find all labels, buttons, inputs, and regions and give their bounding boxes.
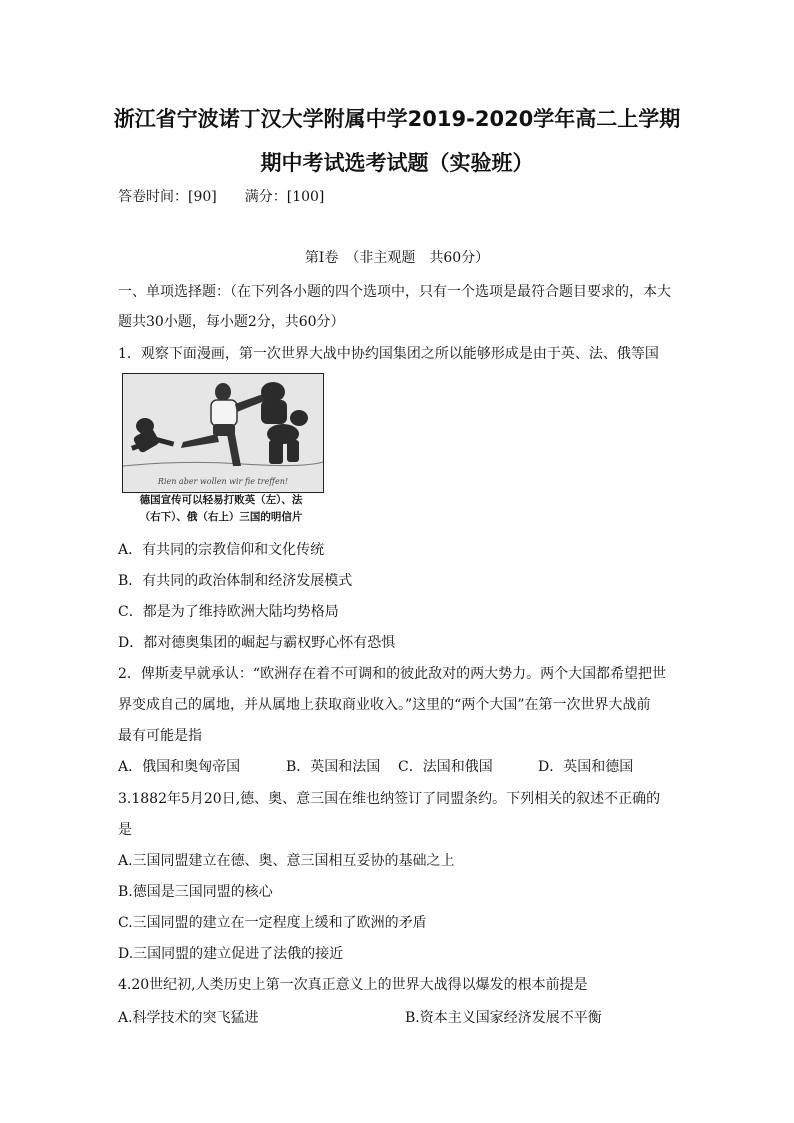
question-1-option-c: C．都是为了维持欧洲大陆均势格局 (118, 604, 339, 620)
question-3-option-c: C.三国同盟的建立在一定程度上缓和了欧洲的矛盾 (118, 915, 427, 931)
question-1-option-b: B．有共同的政治体制和经济发展模式 (118, 573, 353, 589)
cartoon-postcard-image (122, 373, 324, 493)
question-4-options (118, 1008, 688, 1028)
question-4-stem: 4.20世纪初,人类历史上第一次真正意义上的世界大战得以爆发的根本前提是 (118, 977, 588, 993)
instructions-line-1: 一、单项选择题：（在下列各小题的四个选项中，只有一个选项是最符合题目要求的，本大 (118, 284, 671, 300)
cartoon-caption-line-2: （右下）、俄（右上）三国的明信片 (139, 511, 303, 523)
cartoon-illustration (123, 374, 323, 492)
question-1-option-a: A．有共同的宗教信仰和文化传统 (118, 542, 325, 558)
question-4-option-a: A.科学技术的突飞猛进 (118, 1010, 259, 1026)
question-2-option-a: A．俄国和奥匈帝国 (118, 759, 241, 775)
question-2-option-d: D．英国和德国 (538, 759, 634, 775)
question-2-options (118, 757, 688, 777)
question-4-option-b: B.资本主义国家经济发展不平衡 (405, 1010, 602, 1026)
question-3-stem-line-1: 3.1882年5月20日,德、奥、意三国在维也纳签订了同盟条约。下列相关的叙述不正确的 (118, 791, 661, 807)
question-2-stem-line-3: 最有可能是指 (118, 728, 202, 744)
instructions-line-2: 题共30小题，每小题2分，共60分） (118, 314, 345, 330)
cartoon-caption-line-1: 德国宣传可以轻易打败英（左）、法 (139, 494, 303, 506)
question-2-stem-line-2: 界变成自己的属地，并从属地上获取商业收入。”这里的“两个大国”在第一次世界大战前 (118, 697, 651, 713)
section-title: 第Ⅰ卷 （非主观题 共60分） (304, 250, 490, 266)
question-3-stem-line-2: 是 (118, 822, 132, 838)
question-3-option-a: A.三国同盟建立在德、奥、意三国相互妥协的基础之上 (118, 853, 455, 869)
question-3-option-d: D.三国同盟的建立促进了法俄的接近 (118, 946, 344, 962)
question-1-stem: 1．观察下面漫画，第一次世界大战中协约国集团之所以能够形成是由于英、法、俄等国 (118, 346, 659, 362)
question-2-stem-line-1: 2．俾斯麦早就承认：“欧洲存在着不可调和的彼此敌对的两大势力。两个大国都希望把世 (118, 666, 667, 682)
document-title-line-1: 浙江省宁波诺丁汉大学附属中学2019-2020学年高二上学期 (113, 107, 681, 131)
question-2-option-c: C．法国和俄国 (398, 759, 493, 775)
exam-meta: 答卷时间：[90] 满分：[100] (118, 189, 325, 205)
document-title-line-2: 期中考试选考试题（实验班） (260, 151, 534, 175)
question-3-option-b: B.德国是三国同盟的核心 (118, 884, 273, 900)
question-1-option-d: D．都对德奥集团的崛起与霸权野心怀有恐惧 (118, 635, 396, 651)
cartoon-inscription: Rien aber wollen wir fie treffen! (157, 477, 289, 486)
question-2-option-b: B．英国和法国 (286, 759, 381, 775)
